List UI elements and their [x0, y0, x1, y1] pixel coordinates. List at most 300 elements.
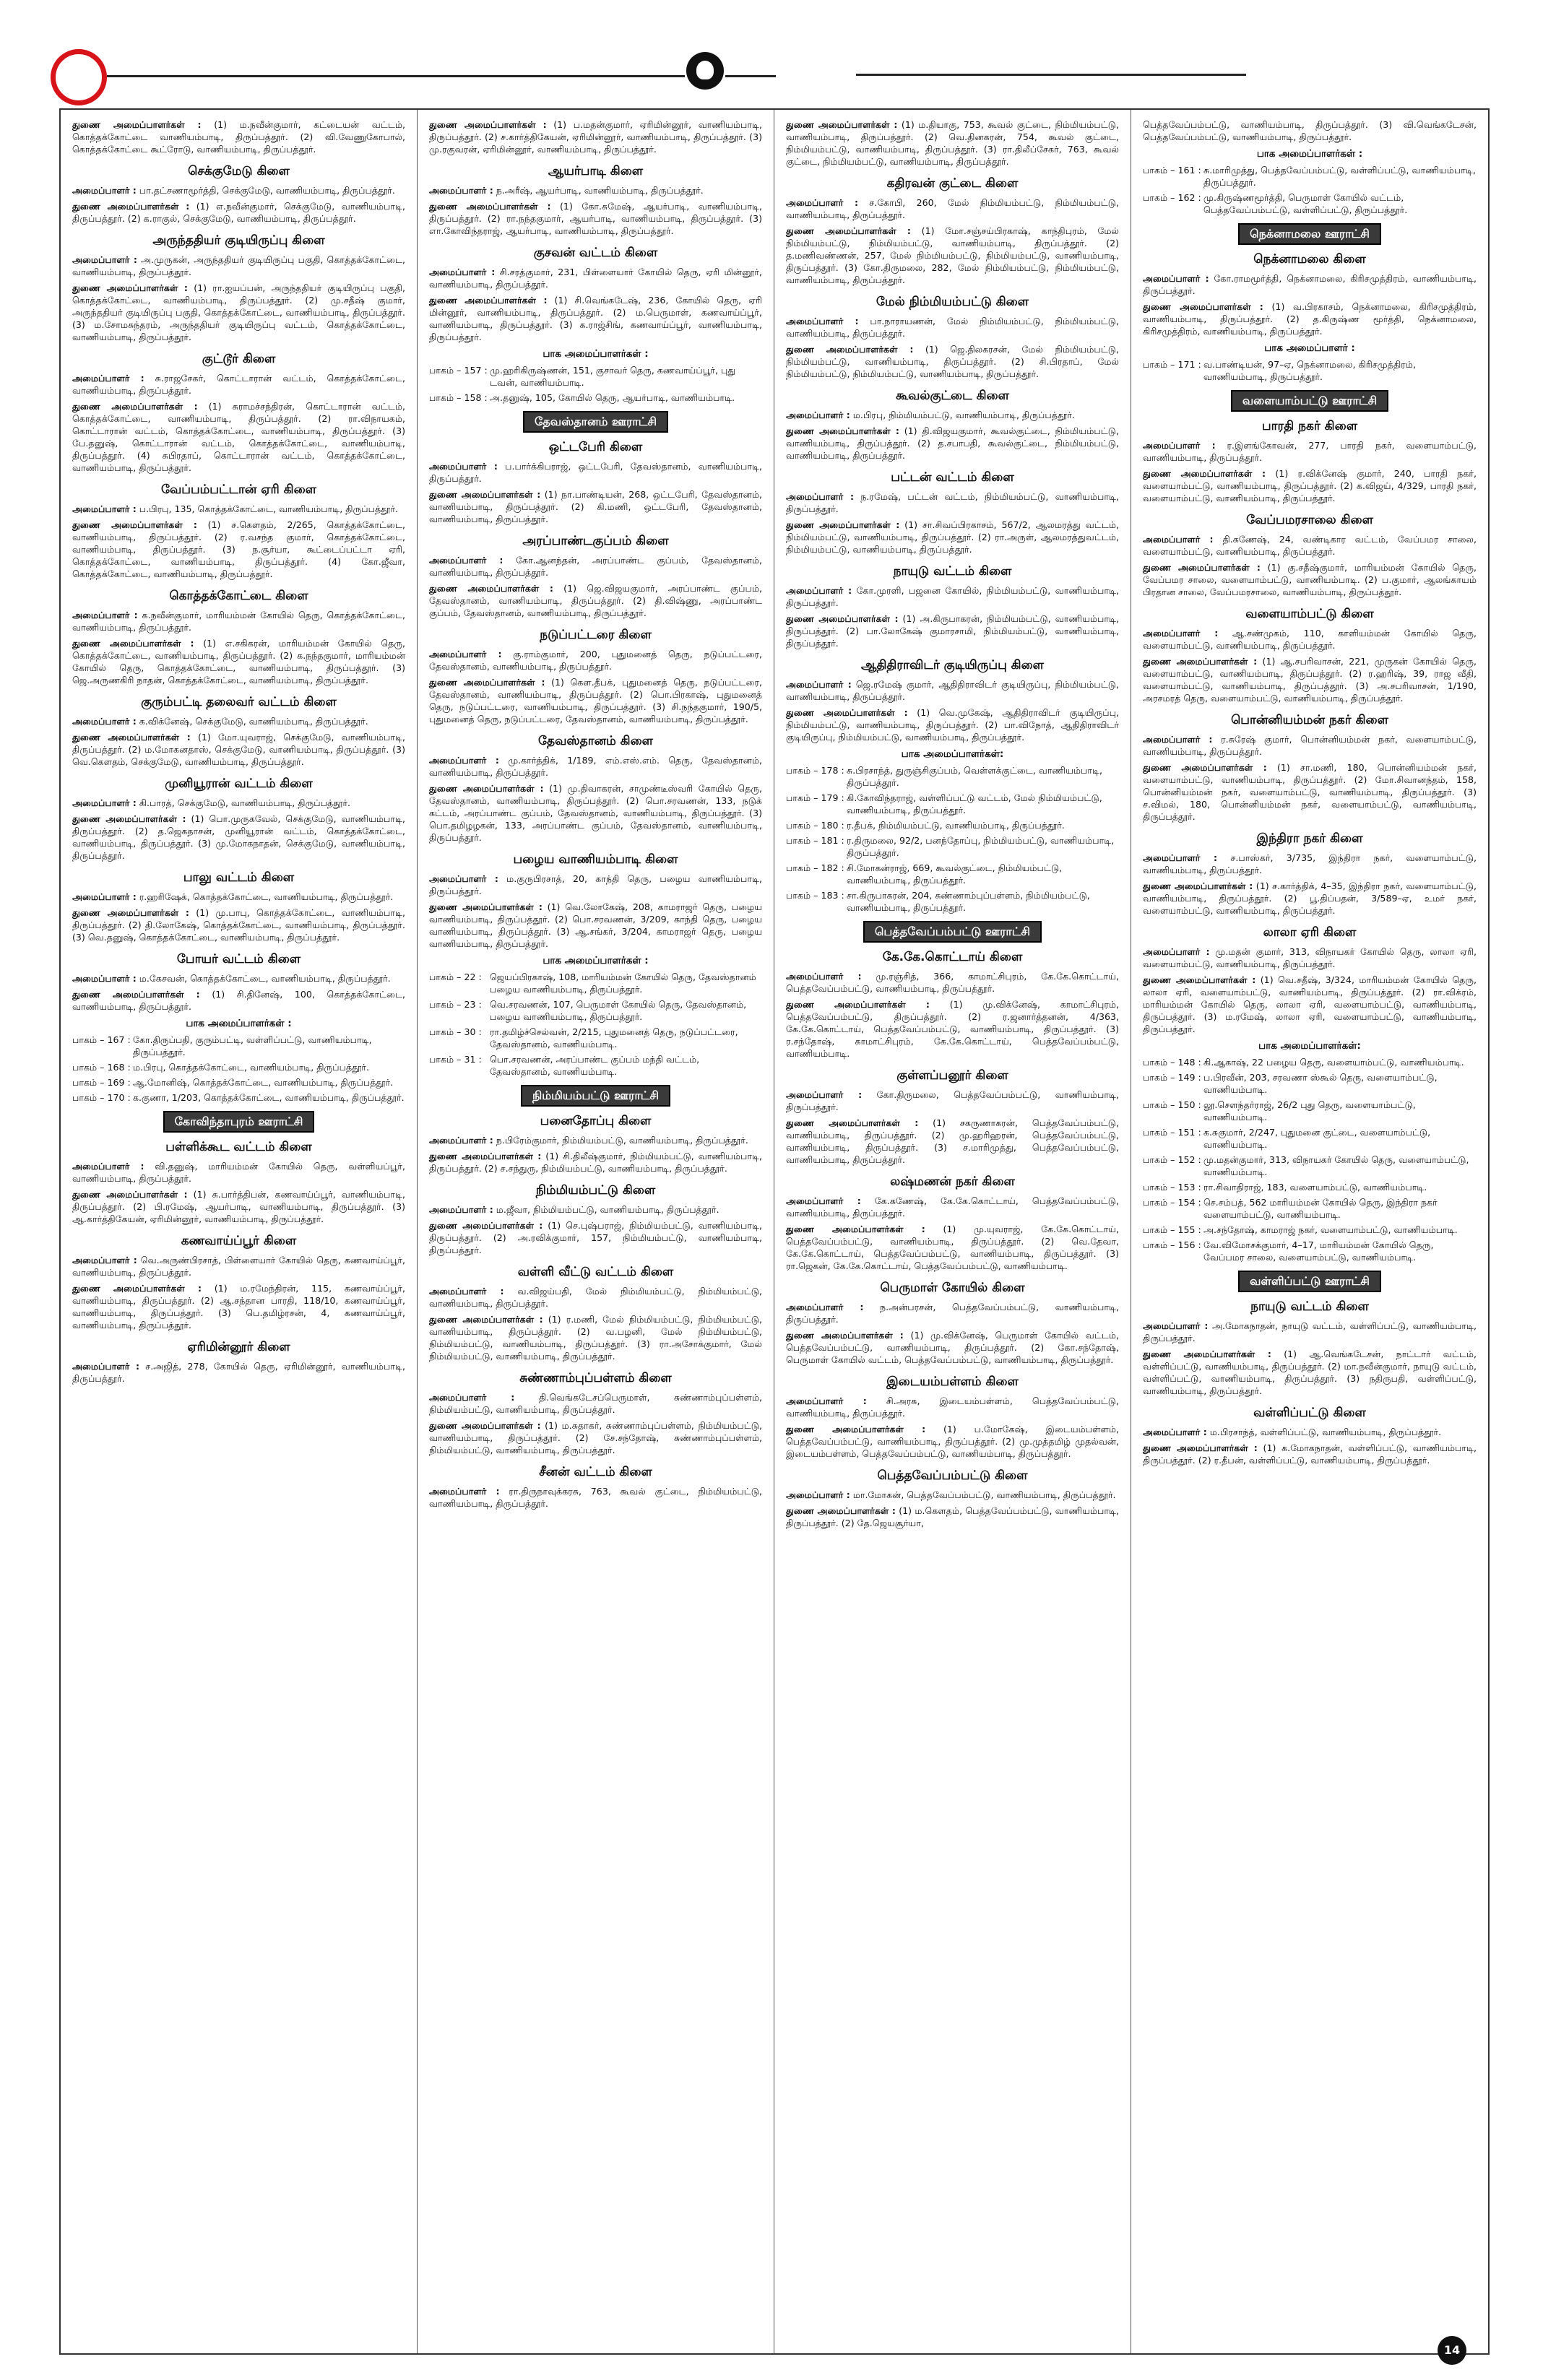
member-entry	[429, 648, 762, 672]
role-label: துணை அமைப்பாளர்கள் :	[1143, 468, 1266, 479]
branch-section	[72, 232, 405, 343]
member-entry	[429, 1150, 762, 1174]
member-details: வெ.அருண்பிரசாத், பிள்ளையார் கோயில் தெரு, கணவாய்ப்பூர், வாணியம்பாடி, திருப்பத்தூர்.	[72, 1255, 405, 1278]
member-details: கோ.ராமமூர்த்தி, நெக்னாமலை, கிரிசமுத்திரம், வாணியம்பாடி, திருப்பத்தூர்.	[1143, 273, 1477, 296]
branch-heading: மேல் நிம்மியம்பட்டு கிளை	[876, 295, 1029, 309]
branch-section	[786, 175, 1119, 286]
red-circle-logo-icon	[51, 49, 107, 105]
member-entry	[429, 184, 762, 196]
member-details: ந.ரமேஷ், பட்டன் வட்டம், நிம்மியம்பட்டு, வாணியம்பாடி, திருப்பத்தூர்.	[786, 491, 1120, 514]
member-entry	[786, 409, 1119, 421]
member-details: சி.சரத்குமார், 231, பிள்ளையார் கோயில் தெரு, ஏரி மின்னூர், வாணியம்பாடி, திருப்பத்தூர்.	[429, 267, 762, 290]
role-label: துணை அமைப்பாளர்கள் :	[429, 783, 544, 794]
booth-organiser: ஆ.மோனிஷ், கொத்தக்கோட்டை, வாணியம்பாடி, திருப்பத்தூர்.	[133, 1077, 394, 1088]
member-details: (1) வெ.லோகேஷ், 208, காமராஜர் தெரு, பழைய வாணியம்பாடி, திருப்பத்தூர். (2) பொ.சரவணன், 3/209, காந்தி தெரு, பழைய வாணியம்பாடி, திருப்பத்தூர். (3) ஆ.சங்கர், 3/204, காமராஜர் தெரு, பழைய வாணியம்பாடி, திருப்பத்தூர்.	[429, 901, 762, 949]
branch-section	[786, 118, 1119, 168]
branch-heading: ஒட்டபேரி கிளை	[548, 440, 643, 454]
member-details: பா.தட்சணாமூர்த்தி, செக்குமேடு, வாணியம்பாடி, திருப்பத்தூர்.	[136, 185, 395, 196]
branch-section	[72, 693, 405, 768]
branch-section	[786, 948, 1119, 1060]
booth-number: பாகம் – 153 :	[1143, 1182, 1201, 1193]
role-label: துணை அமைப்பாளர்கள் :	[429, 1420, 541, 1431]
role-label: துணை அமைப்பாளர்கள் :	[786, 1424, 926, 1435]
role-label: துணை அமைப்பாளர்கள் :	[429, 201, 551, 212]
branch-heading: பழைய வாணியம்பாடி கிளை	[513, 852, 678, 867]
page-number: 14	[1438, 2336, 1466, 2365]
panchayat-banner	[429, 1085, 762, 1107]
member-entry	[429, 901, 762, 950]
member-entry	[786, 678, 1119, 703]
role-label: துணை அமைப்பாளர்கள் :	[429, 1151, 542, 1161]
member-details: (1) க.மோகநாதன், வள்ளிப்பட்டு, வாணியம்பாடி, திருப்பத்தூர். (2) ர.தீபன், வள்ளிப்பட்டு, வாணியம்பாடி, திருப்பத்தூர்.	[1143, 1442, 1477, 1466]
member-entry	[1143, 852, 1477, 876]
branch-heading: வேப்பமரசாலை கிளை	[1246, 513, 1373, 527]
role-label: அமைப்பாளர் :	[786, 197, 858, 208]
member-details: கோ.ஆனந்தன், அரப்பாண்ட குப்பம், தேவஸ்தானம், வாணியம்பாடி, திருப்பத்தூர்.	[429, 555, 763, 578]
member-entry	[786, 1329, 1119, 1366]
panchayat-banner	[1143, 390, 1477, 412]
member-entry	[786, 118, 1119, 168]
booth-row	[786, 889, 1119, 914]
booth-number: பாகம் – 158 :	[429, 392, 488, 403]
member-entry	[72, 891, 405, 903]
branch-heading: நடுப்பட்டரை கிளை	[540, 628, 652, 642]
role-label: அமைப்பாளர் :	[429, 873, 498, 884]
member-details: (1) மு.விக்னேஷ், காமாட்சிபுரம், பெத்தவேப்பம்பட்டு, திருப்பத்தூர். (2) ர.ஜனார்த்தனன், 4/363, கே.கே.கொட்டாய், பெத்தவேப்பம்பட்டு, வாணியம்பாடி, திருப்பத்தூர். (3) ர.சந்தோஷ், காமாட்சிபுரம், கே.கே.கொட்டாய், பெத்தவேப்பம்பட்டு, வாணியம்பாடி.	[786, 999, 1119, 1059]
branch-section	[72, 163, 405, 225]
booth-number: பாகம் – 22 :	[429, 972, 482, 982]
role-label: துணை அமைப்பாளர்கள் :	[72, 732, 191, 743]
member-entry	[429, 488, 762, 525]
branch-section	[786, 1279, 1119, 1366]
member-details: (1) கு.சதீஷ்குமார், மாரியம்மன் கோயில் தெரு, வேப்பமர சாலை, வளையாம்பட்டு, வாணியம்பாடி. (2) ப.குமார், ஆலங்காயம் பிரதான சாலை, வேப்பமரசாலை, வாணியம்பாடி, திருப்பத்தூர்.	[1143, 562, 1477, 597]
panchayat-title: தேவஸ்தானம் ஊராட்சி	[523, 411, 668, 433]
role-label: அமைப்பாளர் :	[786, 316, 859, 326]
member-details: (1) கௌ.தீபக், புதுமனைத் தெரு, நடுப்பட்டரை, தேவஸ்தானம், வாணியம்பாடி, திருப்பத்தூர். (2) பொ.பிரகாஷ், புதுமனைத் தெரு, நடுப்பட்டரை, வாணியம்பாடி, திருப்பத்தூர். (3) சி.நந்தகுமார், 190/5, புதுமனைத் தெரு, நடுப்பட்டரை, தேவஸ்தானம், வாணியம்பாடி, திருப்பத்தூர்.	[429, 677, 762, 724]
member-entry	[786, 584, 1119, 609]
member-entry	[786, 1117, 1119, 1166]
role-label: துணை அமைப்பாளர்கள் :	[786, 1505, 896, 1516]
member-details: ம.பிரசாந்த், வள்ளிப்பட்டு, வாணியம்பாடி, திருப்பத்தூர்.	[1206, 1427, 1442, 1437]
branch-section	[1143, 924, 1477, 1263]
role-label: அமைப்பாளர் :	[72, 610, 138, 620]
branch-section	[786, 1373, 1119, 1460]
member-details: (1) எ.நவீன்குமார், செக்குமேடு, வாணியம்பாடி, திருப்பத்தூர். (2) க.ராகுல், செக்குமேடு, வாணியம்பாடி, திருப்பத்தூர்.	[72, 201, 406, 224]
member-entry	[786, 1395, 1119, 1419]
role-label: துணை அமைப்பாளர்கள் :	[72, 401, 198, 412]
member-entry	[72, 254, 405, 278]
role-label: துணை அமைப்பாளர்கள் :	[72, 1283, 202, 1294]
member-entry	[72, 1360, 405, 1385]
member-details: (1) ஜெ.திலகரசன், மேல் நிம்மியம்பட்டு, நிம்மியம்பட்டு, வாணியம்பாடி, திருப்பத்தூர். (2) சி.பிரதாப், மேல் நிம்மியம்பட்டு, நிம்மியம்பட்டு, வாணியம்பாடி, திருப்பத்தூர்.	[786, 344, 1119, 379]
booth-row	[786, 862, 1119, 886]
member-entry	[429, 1285, 762, 1310]
member-entry	[429, 1313, 762, 1362]
branch-heading: தேவஸ்தானம் கிளை	[537, 734, 654, 748]
branch-heading: ஆதிதிராவிடர் குடியிருப்பு கிளை	[860, 658, 1044, 672]
role-label: அமைப்பாளர் :	[429, 185, 493, 196]
role-label: அமைப்பாளர் :	[429, 1286, 504, 1297]
role-label: அமைப்பாளர் :	[786, 585, 852, 596]
member-details: (1) ப.மதன்குமார், ஏரிமின்னூர், வாணியம்பாடி, திருப்பத்தூர். (2) ச.கார்த்திகேயன், ஏரிமின்னூர், வாணியம்பாடி, திருப்பத்தூர். (3) மு.ரகுவரன், ஏரிமின்னூர், வாணியம்பாடி, திருப்பத்தூர்.	[429, 119, 762, 155]
member-details: ம.கேசவன், கொத்தக்கோட்டை, வாணியம்பாடி, திருப்பத்தூர்.	[136, 973, 391, 984]
member-entry	[786, 1223, 1119, 1272]
branch-section	[429, 851, 762, 1078]
member-details: தி.வெங்கடேசப்பெருமாள், சுண்ணாம்புப்பள்ளம், நிம்மியம்பட்டு, வாணியம்பாடி, திருப்பத்தூர்.	[429, 1392, 763, 1415]
member-details: (1) சு.பார்த்திபன், கணவாய்ப்பூர், வாணியம்பாடி, திருப்பத்தூர். (2) பி.ரமேஷ், ஆயர்பாடி, வாணியம்பாடி, திருப்பத்தூர். (3) ஆ.கார்த்திகேயன், ஏரிமின்னூர், வாணியம்பாடி, திருப்பத்தூர்.	[72, 1189, 406, 1224]
member-entry	[1143, 945, 1477, 970]
member-details: (1) ம.ரமேந்திரன், 115, கணவாய்ப்பூர், வாணியம்பாடி, திருப்பத்தூர். (2) ஆ.சந்தான பாரதி, 118/10, கணவாய்ப்பூர், வாணியம்பாடி, திருப்பத்தூர். (3) பெ.தமிழ்ரசன், 4, கணவாய்ப்பூர், வாணியம்பாடி, திருப்பத்தூர்.	[72, 1283, 405, 1330]
booth-organisers-title: பாக அமைப்பாளர்கள் :	[1256, 148, 1363, 160]
booth-row	[1143, 1071, 1477, 1096]
member-entry	[786, 490, 1119, 515]
header-rule	[107, 75, 685, 77]
role-label: அமைப்பாளர் :	[786, 971, 862, 982]
member-entry	[1143, 300, 1477, 337]
member-entry	[72, 609, 405, 633]
member-entry	[1143, 561, 1477, 598]
booth-organiser: ஜெயப்பிரகாஷ், 108, மாரியம்மன் கோயில் தெரு, தேவஸ்தானம் பழைய வாணியம்பாடி, திருப்பத்தூர்.	[490, 972, 756, 995]
booth-number: பாகம் – 167 :	[72, 1034, 131, 1045]
member-details: (1) ஆ.சபரிவாசன், 221, முருகன் கோயில் தெரு, வளையாம்பட்டு, வாணியம்பாடி, திருப்பத்தூர். (2) ர.ஹரிஷ், 39, ராஜ வீதி, வளையாம்பட்டு, வாணியம்பாடி, திருப்பத்தூர். (3) அ.சபரிவாசன், 1/190, அரசமரத் தெரு, வளையாம்பட்டு, வாணியம்பாடி, திருப்பத்தூர்.	[1143, 656, 1477, 704]
member-entry	[72, 715, 405, 727]
booth-row	[1143, 1099, 1477, 1123]
branch-section	[72, 951, 405, 1104]
column-4	[1131, 110, 1488, 2353]
member-details: தி.கணேஷ், 24, வண்டிகார வட்டம், வேப்பமர சாலை, வளையாம்பட்டு, வாணியம்பாடி, திருப்பத்தூர்.	[1143, 534, 1477, 557]
role-label: துணை அமைப்பாளர்கள் :	[786, 1330, 904, 1341]
role-label: துணை அமைப்பாளர்கள் :	[429, 1220, 543, 1231]
booth-row	[429, 971, 762, 995]
member-details: ப.பிரபு, 135, கொத்தக்கோட்டை, வாணியம்பாடி, திருப்பத்தூர்.	[136, 503, 399, 514]
member-details: (1) மு.திவாகரன், சாமுண்டீஸ்வரி கோயில் தெரு, தேவஸ்தானம், வாணியம்பாடி, திருப்பத்தூர். (2) பொ.சரவணன், 133, நடுக் கட்டம், அரப்பாண்ட குப்பம், தேவஸ்தானம், வாணியம்பாடி, திருப்பத்தூர். (3) பொ.தமிழழகன், 133, அரப்பாண்ட குப்பம், தேவஸ்தானம், வாணியம்பாடி, திருப்பத்தூர்.	[429, 783, 762, 843]
branch-section	[786, 563, 1119, 649]
member-entry	[786, 343, 1119, 380]
branch-section	[429, 1182, 762, 1256]
branch-heading: பட்டன் வட்டம் கிளை	[891, 470, 1014, 485]
member-entry	[1143, 1426, 1477, 1438]
member-entry	[786, 1301, 1119, 1325]
panchayat-title: பெத்தவேப்பம்பட்டு ஊராட்சி	[863, 921, 1042, 943]
booth-row	[429, 364, 762, 389]
booth-organiser: மு.கிருஷ்ணமூர்த்தி, பெருமாள் கோயில் வட்டம், பெத்தவேப்பம்பட்டு, வள்ளிப்பட்டு, திருப்பத்தூர்.	[1203, 192, 1408, 215]
member-entry	[786, 706, 1119, 743]
member-details: (1) ஜெ.விஜயகுமார், அரப்பாண்ட குப்பம், தேவஸ்தானம், வாணியம்பாடி, திருப்பத்தூர். (2) தி.விஷ்ணு, அரப்பாண்ட குப்பம், தேவஸ்தானம், வாணியம்பாடி, திருப்பத்தூர்.	[429, 583, 763, 618]
role-label: துணை அமைப்பாளர்கள் :	[72, 282, 188, 293]
member-details: (1) வெ.சதீஷ், 3/324, மாரியம்மன் கோயில் தெரு, லாலா ஏரி, வளையாம்பட்டு, வாணியம்பாடி, திருப்பத்தூர். (2) ரா.விக்ரம், மாரியம்மன் கோயில் தெரு, லாலா ஏரி, வளையாம்பட்டு, வாணியம்பாடி, திருப்பத்தூர். (3) ம.ரமேஷ், லாலா ஏரி, வளையாம்பட்டு, வாணியம்பாடி, திருப்பத்தூர்.	[1143, 974, 1477, 1034]
member-details: ர.சுரேஷ் குமார், பொன்னியம்மன் நகர், வளையாம்பட்டு, வாணியம்பாடி, திருப்பத்தூர்.	[1143, 734, 1477, 757]
member-entry	[429, 266, 762, 290]
member-details: (1) சி.தினேஷ், 100, கொத்தக்கோட்டை, வாணியம்பாடி, திருப்பத்தூர்.	[72, 989, 406, 1012]
member-details: மா.மோகன், பெத்தவேப்பம்பட்டு, வாணியம்பாடி, திருப்பத்தூர்.	[850, 1489, 1116, 1500]
column-2	[418, 110, 774, 2353]
panchayat-title: வளையாம்பட்டு ஊராட்சி	[1231, 390, 1388, 412]
booth-organiser: ர.தீபக், நிம்மியம்பட்டு, வாணியம்பாடி, திருப்பத்தூர்.	[847, 820, 1065, 831]
role-label: அமைப்பாளர் :	[1143, 273, 1209, 284]
member-details: (1) தி.விஜயகுமார், கூவல்குட்டை, நிம்மியம்பட்டு, வாணியம்பாடி, திருப்பத்தூர். (2) த.சபாபதி, கூவல்குட்டை, நிம்மியம்பட்டு, வாணியம்பாடி, திருப்பத்தூர்.	[786, 425, 1119, 461]
member-entry	[429, 782, 762, 844]
role-label: துணை அமைப்பாளர்கள் :	[72, 201, 190, 212]
member-entry	[1143, 761, 1477, 823]
booth-number: பாகம் – 170 :	[72, 1092, 131, 1103]
booth-row	[72, 1091, 405, 1104]
member-entry	[72, 118, 405, 155]
role-label: அமைப்பாளர் :	[429, 1135, 493, 1146]
booth-row	[786, 792, 1119, 816]
booth-number: பாகம் – 151 :	[1143, 1127, 1201, 1138]
role-label: அமைப்பாளர் :	[786, 1089, 863, 1100]
booth-row	[1143, 1239, 1477, 1263]
role-label: துணை அமைப்பாளர்கள் :	[786, 225, 911, 236]
booth-row	[429, 1053, 762, 1078]
member-entry	[429, 1219, 762, 1256]
role-label: துணை அமைப்பாளர்கள் :	[786, 1117, 919, 1128]
panchayat-title: நிம்மியம்பட்டு ஊராட்சி	[521, 1085, 670, 1107]
member-details: கி.பாரத், செக்குமேடு, வாணியம்பாடி, திருப்பத்தூர்.	[136, 797, 351, 808]
member-details: ந.அரீஷ், ஆயர்பாடி, வாணியம்பாடி, திருப்பத்தூர்.	[493, 185, 704, 196]
booth-row	[429, 1026, 762, 1050]
member-entry	[429, 554, 762, 579]
member-details: ச.அஜித், 278, கோயில் தெரு, ஏரிமின்னூர், வாணியம்பாடி, திருப்பத்தூர்.	[72, 1361, 405, 1384]
member-entry	[429, 582, 762, 619]
booth-number: பாகம் – 180 :	[786, 820, 844, 831]
branch-heading: அருந்ததியர் குடியிருப்பு கிளை	[152, 233, 325, 248]
role-label: அமைப்பாளர் :	[429, 1204, 493, 1215]
role-label: துணை அமைப்பாளர்கள் :	[1143, 656, 1258, 667]
member-details: (1) ம.தியாகு, 753, கூவல் குட்டை, நிம்மியம்பட்டு, வாணியம்பாடி, திருப்பத்தூர். (2) வெ.தினகரன், 754, கூவல் குட்டை, நிம்மியம்பட்டு, வாணியம்பாடி, திருப்பத்தூர். (3) ரா.திலீப்சேகர், 763, கூவல் குட்டை, நிம்மியம்பட்டு, வாணியம்பாடி, திருப்பத்தூர்.	[786, 119, 1120, 167]
member-details: கே.கணேஷ், கே.கே.கொட்டாய், பெத்தவேப்பம்பட்டு, வாணியம்பாடி, திருப்பத்தூர்.	[786, 1195, 1119, 1219]
member-entry	[72, 372, 405, 397]
panchayat-banner	[1143, 1271, 1477, 1292]
branch-section	[786, 1173, 1119, 1272]
branch-heading: கூவல்குட்டை கிளை	[896, 389, 1009, 403]
role-label: அமைப்பாளர் :	[72, 373, 144, 384]
branch-heading: குட்டூர் கிளை	[202, 352, 276, 366]
branch-heading: பாரதி நகர் கிளை	[1261, 419, 1358, 433]
member-entry	[429, 460, 762, 485]
member-entry	[72, 282, 405, 343]
member-details: வி.தனுஷ், மாரியம்மன் கோயில் தெரு, வள்ளியப்பூர், வாணியம்பாடி, திருப்பத்தூர்.	[72, 1161, 405, 1184]
branch-section	[72, 1138, 405, 1225]
member-entry	[72, 1160, 405, 1185]
booth-row	[72, 1061, 405, 1073]
branch-section	[429, 1112, 762, 1174]
branch-section	[1143, 711, 1477, 823]
member-details: பா.நாராயணன், மேல் நிம்மியம்பட்டு, நிம்மியம்பட்டு, வாணியம்பாடி, திருப்பத்தூர்.	[786, 316, 1120, 339]
branch-heading: ஏரிமின்னூர் கிளை	[187, 1340, 290, 1354]
member-entry	[429, 1485, 762, 1510]
member-entry	[1143, 733, 1477, 758]
role-label: துணை அமைப்பாளர்கள் :	[1143, 974, 1256, 985]
member-details: ம.ஜீவா, நிம்மியம்பட்டு, வாணியம்பாடி, திருப்பத்தூர்.	[493, 1204, 719, 1215]
panchayat-banner	[429, 411, 762, 433]
branch-heading: பாலு வட்டம் கிளை	[183, 870, 295, 885]
role-label: துணை அமைப்பாளர்கள் :	[1143, 301, 1263, 312]
branch-section	[72, 869, 405, 943]
booth-number: பாகம் – 23 :	[429, 999, 482, 1010]
booth-number: பாகம் – 155 :	[1143, 1224, 1201, 1235]
role-label: அமைப்பாளர் :	[786, 491, 855, 502]
branch-section	[1143, 605, 1477, 704]
member-details: ப.பார்க்கிபராஜ், ஒட்டபேரி, தேவஸ்தானம், வாணியம்பாடி, திருப்பத்தூர்.	[429, 461, 763, 484]
member-entry	[72, 1254, 405, 1278]
role-label: துணை அமைப்பாளர்கள் :	[786, 425, 899, 436]
role-label: துணை அமைப்பாளர்கள் :	[429, 901, 543, 912]
member-entry	[786, 970, 1119, 995]
branch-section	[786, 1067, 1119, 1166]
role-label: அமைப்பாளர் :	[1143, 1427, 1207, 1437]
branch-heading: பனைதோப்பு கிளை	[540, 1114, 652, 1128]
booth-organiser: வே.விமோசக்குமார், 4–17, மாரியம்மன் கோயில் தெரு, வேப்பமர சாலை, வளையாம்பட்டு, வாணியம்பாடி.	[1203, 1239, 1434, 1263]
booth-organiser: கோ.திருப்பதி, குரும்பட்டி, வள்ளிப்பட்டு, வாணியம்பாடி, திருப்பத்தூர்.	[133, 1034, 372, 1057]
panchayat-title: கோவிந்தாபுரம் ஊராட்சி	[163, 1111, 315, 1133]
booth-number: பாகம் – 168 :	[72, 1062, 131, 1073]
branch-heading: நாயுடு வட்டம் கிளை	[893, 564, 1012, 579]
branch-section	[429, 244, 762, 404]
booth-number: பாகம் – 171 :	[1143, 359, 1201, 370]
branch-heading: லாலா ஏரி கிளை	[1263, 925, 1357, 940]
role-label: அமைப்பாளர் :	[72, 1255, 137, 1265]
member-details: அ.மோகநாதன், நாயுடு வட்டம், வள்ளிப்பட்டு, வாணியம்பாடி, திருப்பத்தூர்.	[1143, 1320, 1477, 1343]
role-label: துணை அமைப்பாளர்கள் :	[72, 813, 186, 824]
member-entry	[429, 1203, 762, 1216]
booth-number: பாகம் – 31 :	[429, 1054, 482, 1065]
branch-heading: பள்ளிக்கூட வட்டம் கிளை	[165, 1140, 312, 1154]
branch-heading: வளையாம்பட்டு கிளை	[1245, 607, 1374, 621]
role-label: துணை அமைப்பாளர்கள் :	[786, 119, 898, 130]
column-3	[774, 110, 1131, 2353]
member-details: (1) மு.யுவராஜ், கே.கே.கொட்டாய், பெத்தவேப்பம்பட்டு, வாணியம்பாடி, திருப்பத்தூர். (2) வெ.தேவா, கே.கே.கொட்டாய், பெத்தவேப்பம்பட்டு, வாணியம்பாடி, திருப்பத்தூர். (3) ரா.ஜெகன், கே.கே.கொட்டாய், பெத்தவேப்பம்பட்டு, வாணியம்பாடி.	[786, 1224, 1119, 1271]
role-label: துணை அமைப்பாளர்கள் :	[1143, 880, 1253, 891]
role-label: அமைப்பாளர் :	[786, 410, 850, 420]
member-entry	[1143, 880, 1477, 917]
booth-organiser: க.சுகுமார், 2/247, புதுமனை குட்டை, வளையாம்பட்டு, வாணியம்பாடி.	[1203, 1127, 1431, 1150]
member-entry	[72, 1188, 405, 1225]
member-details: (1) நா.பாண்டியன், 268, ஒட்டபேரி, தேவஸ்தானம், வாணியம்பாடி, திருப்பத்தூர். (2) கி.மணி, ஒட்டபேரி, தேவஸ்தானம், வாணியம்பாடி, திருப்பத்தூர்.	[429, 489, 762, 524]
booth-number: பாகம் – 183 :	[786, 890, 844, 901]
member-entry	[429, 873, 762, 897]
member-details: (1) ம.சுதாகர், சுண்ணாம்புப்பள்ளம், நிம்மியம்பட்டு, வாணியம்பாடி, திருப்பத்தூர். (2) சே.சந்தோஷ், சுண்ணாம்புப்பள்ளம், நிம்மியம்பட்டு, வாணியம்பாடி, திருப்பத்தூர்.	[429, 1420, 762, 1455]
booth-number: பாகம் – 179 :	[786, 792, 844, 803]
booth-number: பாகம் – 156 :	[1143, 1239, 1201, 1250]
member-details: (1) மோ.சஞ்சய்பிரகாஷ், காந்திபுரம், மேல் நிம்மியம்பட்டு, நிம்மியம்பட்டு, வாணியம்பாடி, திருப்பத்தூர். (2) த.மணிவண்ணன், 257, மேல் நிம்மியம்பட்டு, நிம்மியம்பட்டு, வாணியம்பாடி, திருப்பத்தூர். (3) கோ.திருமலை, 282, மேல் நிம்மியம்பட்டு, நிம்மியம்பட்டு, வாணியம்பாடி, திருப்பத்தூர்.	[786, 225, 1119, 285]
member-details: (1) சகருணாகரன், பெத்தவேப்பம்பட்டு, வாணியம்பாடி, திருப்பத்தூர். (2) மு.ஹரிஹரன், பெத்தவேப்பம்பட்டு, வாணியம்பாடி, திருப்பத்தூர். (3) ச.மாரிமுத்து, பெத்தவேப்பம்பட்டு, வாணியம்பாடி, திருப்பத்தூர்.	[786, 1117, 1119, 1165]
booth-organiser: அ.தனுஷ், 105, கோயில் தெரு, ஆயர்பாடி, வாணியம்பாடி.	[490, 392, 735, 403]
member-entry	[72, 813, 405, 862]
role-label: அமைப்பாளர் :	[429, 555, 503, 566]
branch-heading: வள்ளி வீட்டு வட்டம் கிளை	[517, 1265, 674, 1279]
member-entry	[786, 613, 1119, 649]
role-label: அமைப்பாளர் :	[1143, 534, 1214, 545]
booth-organiser: கி.ஆகாஷ், 22 பழைய தெரு, வளையாம்பட்டு, வாணியம்பாடி.	[1203, 1057, 1464, 1068]
role-label: துணை அமைப்பாளர்கள் :	[429, 1314, 543, 1325]
booth-row	[1143, 1196, 1477, 1221]
booth-organiser: ரா.தமிழ்ச்செல்வன், 2/215, புதுமனைத் தெரு, நடுப்பட்டரை, தேவஸ்தானம், வாணியம்பாடி.	[490, 1026, 738, 1050]
branch-heading: நாயுடு வட்டம் கிளை	[1250, 1299, 1369, 1314]
member-details: (1) செ.புஷ்பராஜ், நிம்மியம்பட்டு, வாணியம்பாடி, திருப்பத்தூர். (2) அ.ரவிக்குமார், 157, நிம்மியம்பட்டு, வாணியம்பாடி, திருப்பத்தூர்.	[429, 1220, 762, 1255]
member-details: வ.விஜய்பதி, மேல் நிம்மியம்பட்டு, நிம்மியம்பட்டு, வாணியம்பாடி, திருப்பத்தூர்.	[429, 1286, 763, 1309]
booth-organisers-title: பாக அமைப்பாளர்கள் :	[186, 1018, 292, 1029]
booth-row	[1143, 164, 1477, 189]
article-columns	[61, 110, 1488, 2353]
member-entry	[72, 184, 405, 196]
branch-heading: கொத்தக்கோட்டை கிளை	[169, 589, 308, 603]
role-label: அமைப்பாளர் :	[1143, 1320, 1209, 1331]
role-label: துணை அமைப்பாளர்கள் :	[786, 999, 930, 1010]
member-details: ஜெ.ரமேஷ் குமார், ஆதிதிராவிடர் குடியிருப்பு, நிம்மியம்பட்டு, வாணியம்பாடி, திருப்பத்தூர்.	[786, 679, 1119, 702]
panchayat-banner	[786, 921, 1119, 943]
role-label: அமைப்பாளர் :	[786, 1195, 861, 1206]
member-entry	[786, 225, 1119, 286]
branch-section	[429, 1369, 762, 1456]
booth-number: பாகம் – 162 :	[1143, 192, 1201, 203]
role-label: அமைப்பாளர் :	[1143, 628, 1219, 639]
role-label: அமைப்பாளர் :	[429, 1486, 500, 1497]
booth-organisers-title: பாக அமைப்பாளர்கள்:	[1258, 1040, 1361, 1052]
booth-number: பாகம் – 154 :	[1143, 1197, 1201, 1208]
member-details: (1) அ.கிருபாகரன், நிம்மியம்பட்டு, வாணியம்பாடி, திருப்பத்தூர். (2) பா.லோகேஷ் குமாரசாமி, நிம்மியம்பட்டு, வாணியம்பாடி, திருப்பத்தூர்.	[786, 613, 1120, 649]
branch-section	[786, 1467, 1119, 1529]
role-label: அமைப்பாளர் :	[429, 1392, 515, 1403]
booth-organiser: க.குணா, 1/203, கொத்தக்கோட்டை, வாணியம்பாடி, திருப்பத்தூர்.	[133, 1092, 405, 1103]
member-entry	[1143, 118, 1477, 143]
branch-section	[1143, 830, 1477, 917]
member-details: கோ.திருமலை, பெத்தவேப்பம்பட்டு, வாணியம்பாடி, திருப்பத்தூர்.	[786, 1089, 1119, 1112]
member-entry	[72, 503, 405, 515]
booth-organiser: மு.மதன்குமார், 313, விநாயகர் கோயில் தெரு, வளையாம்பட்டு, வாணியம்பாடி.	[1203, 1154, 1469, 1177]
role-label: அமைப்பாளர் :	[786, 1395, 867, 1406]
panchayat-banner	[72, 1111, 405, 1133]
member-details: கு.ராம்குமார், 200, புதுமனைத் தெரு, நடுப்பட்டரை, தேவஸ்தானம், வாணியம்பாடி, திருப்பத்தூர்.	[429, 649, 762, 672]
role-label: துணை அமைப்பாளர்கள் :	[72, 907, 189, 918]
booth-number: பாகம் – 161 :	[1143, 165, 1201, 176]
branch-section	[1143, 1298, 1477, 1397]
member-details: ந.அன்பரசன், பெத்தவேப்பம்பட்டு, வாணியம்பாடி, திருப்பத்தூர்.	[786, 1302, 1120, 1325]
member-entry	[429, 200, 762, 237]
member-entry	[786, 1423, 1119, 1460]
member-entry	[1143, 1348, 1477, 1397]
branch-section	[72, 1232, 405, 1331]
page-header	[0, 0, 1543, 108]
branch-section	[429, 732, 762, 844]
branch-heading: கதிரவன் குட்டை கிளை	[886, 176, 1019, 191]
booth-organiser: அ.சந்தோஷ், காமராஜ் நகர், வளையாம்பட்டு, வாணியம்பாடி.	[1203, 1224, 1458, 1235]
member-entry	[72, 519, 405, 580]
booth-organiser: சா.கிருபாகரன், 204, சுண்ணாம்புப்பள்ளம், நிம்மியம்பட்டு, வாணியம்பாடி, திருப்பத்தூர்.	[847, 890, 1090, 913]
booth-organiser: மு.ஹரிகிருஷ்ணன், 151, குசாவர் தெரு, கணவாய்ப்பூர், புது டவன், வாணியம்பாடி.	[490, 365, 736, 388]
booth-row	[786, 819, 1119, 831]
booth-organiser: ர.திருமலை, 92/2, பனந்தோப்பு, நிம்மியம்பட்டு, வாணியம்பாடி, திருப்பத்தூர்.	[847, 835, 1115, 858]
member-details: (1) ஆ.வெங்கடேசன், நாட்டார் வட்டம், வள்ளிப்பட்டு, வாணியம்பாடி, திருப்பத்தூர். (2) மா.நவீன்குமார், நாயுடு வட்டம், வள்ளிப்பட்டு, வாணியம்பாடி, திருப்பத்தூர். (3) நதிருபதி, வள்ளிப்பட்டு, வாணியம்பாடி, திருப்பத்தூர்.	[1143, 1349, 1477, 1396]
branch-heading: பெத்தவேப்பம்பட்டு கிளை	[877, 1468, 1028, 1483]
branch-heading: வள்ளிப்பட்டு கிளை	[1253, 1406, 1366, 1420]
member-entry	[72, 731, 405, 768]
role-label: அமைப்பாளர் :	[72, 254, 137, 265]
branch-section	[72, 118, 405, 155]
booth-number: பாகம் – 182 :	[786, 862, 844, 873]
branch-heading: குரும்பட்டி தலைவர் வட்டம் கிளை	[141, 695, 337, 709]
member-entry	[786, 425, 1119, 462]
booth-organiser: சு.மாரிமுத்து, பெத்தவேப்பம்பட்டு, வள்ளிப்பட்டு, வாணியம்பாடி, திருப்பத்தூர்.	[1203, 165, 1476, 188]
branch-heading: கணவாய்ப்பூர் கிளை	[181, 1234, 297, 1248]
role-label: துணை அமைப்பாளர்கள் :	[429, 583, 553, 594]
role-label: அமைப்பாளர் :	[72, 1161, 144, 1172]
role-label: துணை அமைப்பாளர்கள் :	[1143, 562, 1261, 573]
booth-organisers-title: பாக அமைப்பாளர்கள் :	[543, 955, 649, 966]
booth-row	[1143, 1056, 1477, 1068]
member-details: (1) ம.நவீன்குமார், கட்டையன் வட்டம், கொத்தக்கோட்டை வாணியம்பாடி, திருப்பத்தூர். (2) வி.வேணுகோபால், கொத்தக்கோட்டை கூட்ரோடு, வாணியம்பாடி, திருப்பத்தூர்.	[72, 119, 405, 155]
booth-organisers-title: பாக அமைப்பாளர்கள்:	[901, 748, 1004, 760]
